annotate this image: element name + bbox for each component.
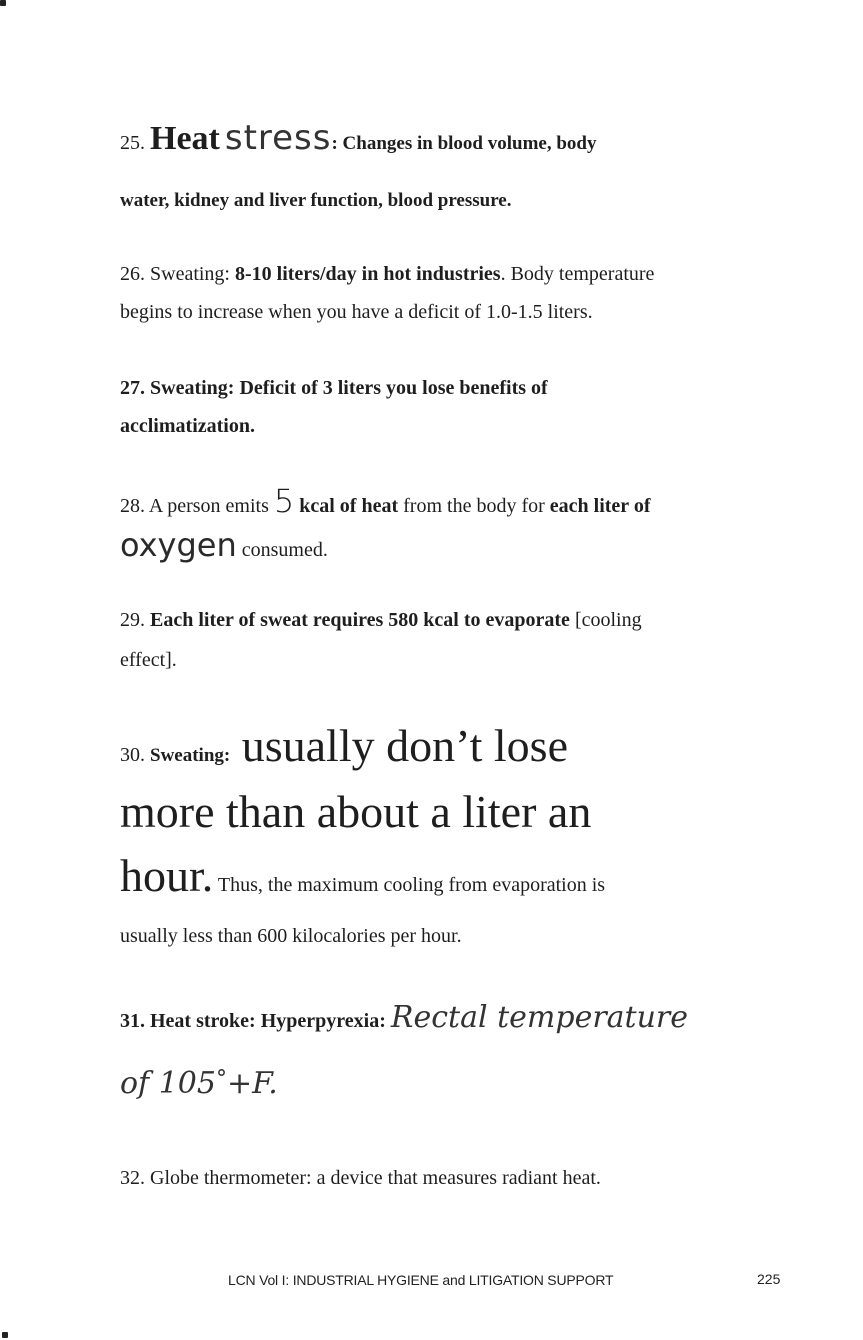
item-28-kcal: kcal of heat — [294, 495, 399, 517]
footer-title: LCN Vol I: INDUSTRIAL HYGIENE and LITIGATION SUPPORT — [228, 1272, 614, 1288]
item-30-big3: hour. — [120, 850, 214, 901]
heat-word: Heat — [150, 120, 220, 157]
scan-mark — [2, 1332, 8, 1338]
item-29-line2: effect]. — [120, 649, 177, 671]
item-27-line1: 27. Sweating: Deficit of 3 liters you lose benefits of — [120, 377, 548, 399]
stress-word: stress — [224, 118, 332, 158]
item-30-rest: Thus, the maximum cooling from evaporation is — [213, 874, 606, 896]
item-31-script3: +F. — [226, 1066, 278, 1101]
item-26-tail: . Body temperature — [500, 263, 655, 285]
item-28-tail: consumed. — [236, 539, 328, 561]
item-28-mid: from the body for — [398, 495, 550, 517]
item-30-big1: usually don’t lose — [230, 720, 568, 771]
item-31-label: 31. Heat stroke: Hyperpyrexia: — [120, 1010, 391, 1032]
item-number: 25. — [120, 132, 145, 154]
item-25-line2: water, kidney and liver function, blood pressure. — [120, 190, 512, 211]
item-26-line2: begins to increase when you have a deficit of 1.0-1.5 liters. — [120, 301, 593, 323]
item-26-bold: 8-10 liters/day in hot industries — [235, 263, 501, 285]
item-30-line4: usually less than 600 kilocalories per hour. — [120, 925, 462, 947]
scan-mark — [0, 0, 6, 6]
item-28-lead: 28. A person emits — [120, 495, 274, 517]
degree-sign: ° — [215, 1066, 227, 1092]
item-26-lead: 26. Sweating: — [120, 263, 235, 285]
item-30-big2: more than about a liter an — [120, 786, 592, 837]
item-28-five: 5 — [273, 482, 295, 520]
item-31-script2: of 105 — [120, 1066, 216, 1101]
item-28-oxygen: oxygen — [120, 526, 237, 564]
item-29-num: 29. — [120, 609, 150, 631]
item-32-line1: 32. Globe thermometer: a device that measures radiant heat. — [120, 1167, 601, 1189]
item-29-bold: Each liter of sweat requires 580 kcal to evaporate — [150, 609, 570, 631]
item-28-each-liter: each liter of — [549, 495, 651, 517]
page-number: 225 — [757, 1271, 781, 1287]
item-27-line2: acclimatization. — [120, 415, 255, 437]
item-25-text: : Changes in blood volume, body — [331, 133, 597, 154]
item-30-label: Sweating: — [150, 745, 231, 766]
item-30-num: 30. — [120, 744, 150, 766]
item-31-script1: Rectal temperature — [390, 1000, 689, 1035]
item-29-tail: [cooling — [569, 609, 642, 631]
